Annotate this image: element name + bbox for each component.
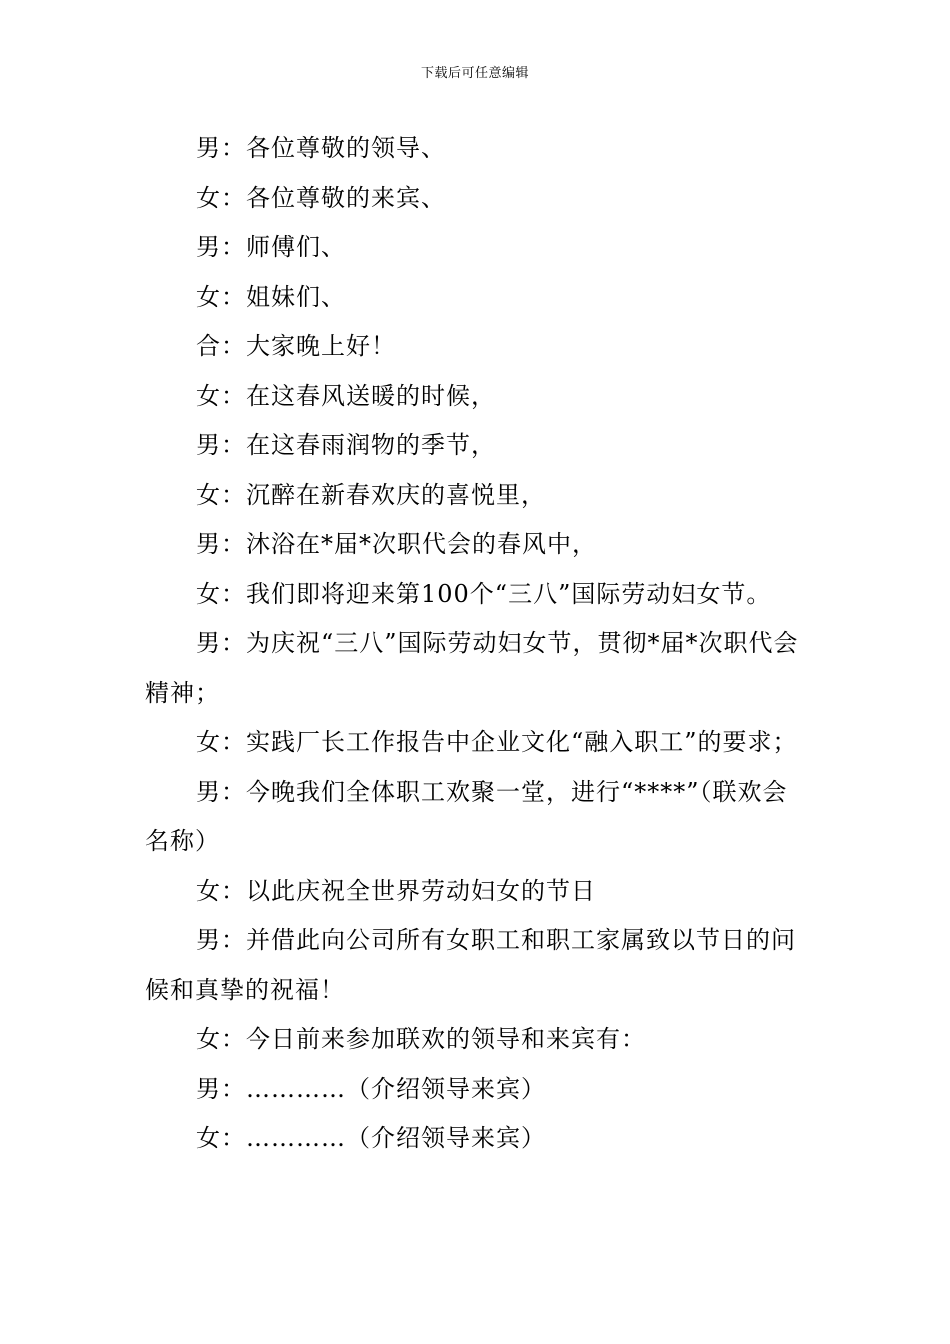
page-header: 下载后可任意编辑 [420,66,529,81]
paragraph: 女：我们即将迎来第100个“三八”国际劳动妇女节。 [196,579,772,608]
paragraph: 男：…………（介绍领导来宾） [196,1074,546,1103]
paragraph: 女：…………（介绍领导来宾） [196,1124,546,1152]
paragraph: 男：师傅们、 [196,233,346,261]
paragraph: 女：在这春风送暖的时候， [196,381,496,410]
paragraph: 男：为庆祝“三八”国际劳动妇女节，贯彻*届*次职代会精神； [145,629,799,707]
paragraph: 男：并借此向公司所有女职工和职工家属致以节日的问候和真挚的祝福！ [145,926,796,1004]
paragraph: 女：各位尊敬的来宾、 [196,183,446,212]
paragraph: 男：今晚我们全体职工欢聚一堂，进行“****”（联欢会名称） [145,777,788,855]
paragraph: 男：在这春雨润物的季节， [196,431,496,459]
paragraph: 女：以此庆祝全世界劳动妇女的节日 [196,876,596,905]
paragraph: 女：姐妹们、 [196,282,346,311]
paragraph: 男：沐浴在*届*次职代会的春风中， [196,530,597,558]
paragraph: 女：沉醉在新春欢庆的喜悦里， [196,480,546,509]
paragraph: 女：今日前来参加联欢的领导和来宾有： [196,1025,646,1053]
paragraph: 男：各位尊敬的领导、 [196,134,446,162]
paragraph: 合：大家晚上好！ [196,332,396,360]
paragraph: 女：实践厂长工作报告中企业文化“融入职工”的要求； [196,728,798,756]
document-body [145,124,810,1164]
